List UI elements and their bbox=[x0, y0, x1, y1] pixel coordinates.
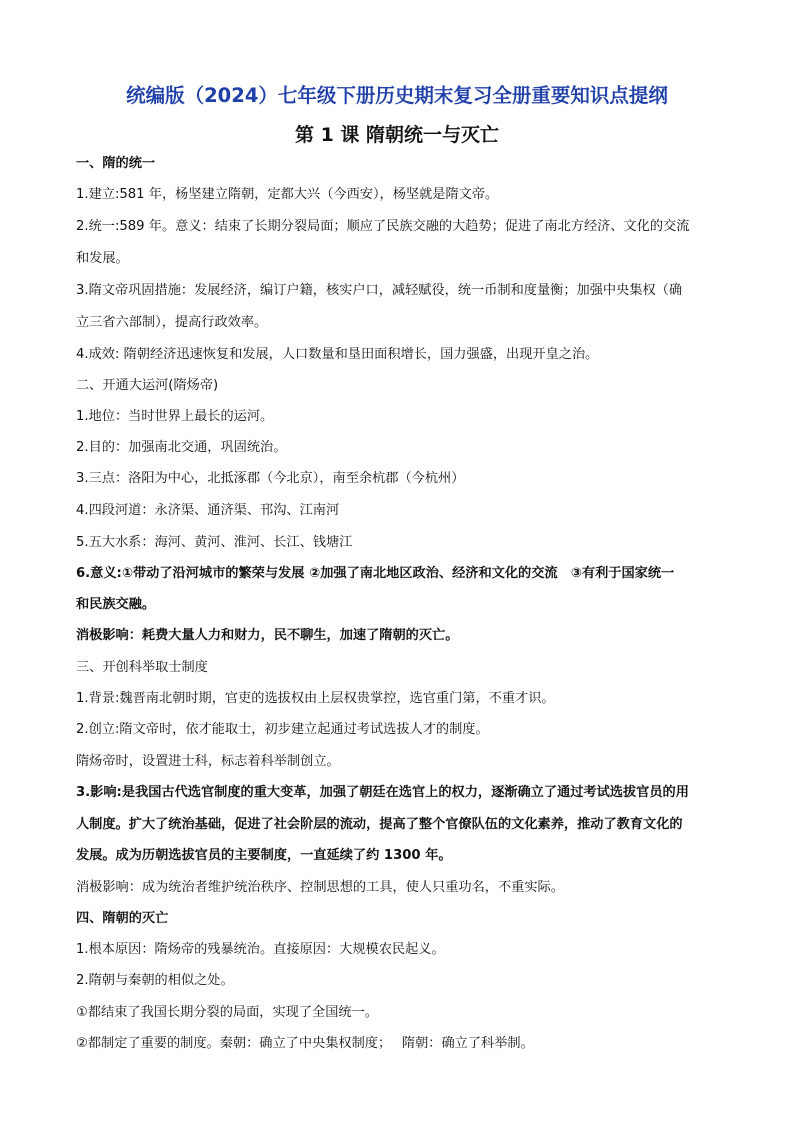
paragraph-line: 人制度。扩大了统治基础，促进了社会阶层的流动，提高了整个官僚队伍的文化素养，推动了教育文化的 bbox=[76, 817, 683, 832]
document-title: 统编版（2024）七年级下册历史期末复习全册重要知识点提纲 bbox=[126, 84, 668, 107]
paragraph-line: 消极影响：成为统治者维护统治秩序、控制思想的工具，使人只重功名，不重实际。 bbox=[76, 880, 564, 895]
paragraph-line: 和发展。 bbox=[76, 251, 129, 266]
paragraph-line: 4.四段河道：永济渠、通济渠、邗沟、江南河 bbox=[76, 503, 340, 518]
paragraph-line: 2.统一:589 年。意义：结束了长期分裂局面；顺应了民族交融的大趋势；促进了南北方经济、文化的交流 bbox=[76, 219, 690, 234]
paragraph-line: 消极影响：耗费大量人力和财力，民不聊生，加速了隋朝的灭亡。 bbox=[76, 628, 459, 643]
section-heading-2: 二、开通大运河(隋炀帝) bbox=[76, 378, 219, 393]
paragraph-line: 5.五大水系：海河、黄河、淮河、长江、钱塘江 bbox=[76, 535, 353, 550]
paragraph-line: 和民族交融。 bbox=[76, 597, 156, 612]
paragraph-line: 2.隋朝与秦朝的相似之处。 bbox=[76, 973, 234, 988]
paragraph-line: 1.地位：当时世界上最长的运河。 bbox=[76, 409, 274, 424]
paragraph-line: 1.背景:魏晋南北朝时期，官吏的选拔权由上层权贵掌控，选官重门第，不重才识。 bbox=[76, 691, 555, 706]
paragraph-line: 发展。成为历朝选拔官员的主要制度，一直延续了约 1300 年。 bbox=[76, 848, 452, 863]
paragraph-line: 3.隋文帝巩固措施：发展经济，编订户籍，核实户口，减轻赋役，统一币制和度量衡；加强中央集权（确 bbox=[76, 283, 683, 298]
paragraph-line: 1.根本原因：隋炀帝的残暴统治。直接原因：大规模农民起义。 bbox=[76, 942, 445, 957]
section-heading-3: 三、开创科举取士制度 bbox=[76, 660, 208, 675]
paragraph-line: ②都制定了重要的制度。秦朝：确立了中央集权制度； 隋朝：确立了科举制。 bbox=[76, 1036, 534, 1051]
paragraph-line: 3.三点：洛阳为中心，北抵涿郡（今北京），南至余杭郡（今杭州） bbox=[76, 471, 465, 486]
paragraph-line: 隋炀帝时，设置进士科，标志着科举制创立。 bbox=[76, 754, 340, 769]
paragraph-line: 2.创立:隋文帝时，依才能取士，初步建立起通过考试选拔人才的制度。 bbox=[76, 722, 489, 737]
paragraph-line: 3.影响:是我国古代选官制度的重大变革，加强了朝廷在选官上的权力，逐渐确立了通过考试选拔官员的用 bbox=[76, 785, 689, 800]
lesson-title: 第 1 课 隋朝统一与灭亡 bbox=[294, 124, 500, 146]
section-heading-1: 一、隋的统一 bbox=[76, 156, 156, 171]
section-heading-4: 四、隋朝的灭亡 bbox=[76, 911, 169, 926]
paragraph-line: 1.建立:581 年，杨坚建立隋朝，定都大兴（今西安），杨坚就是隋文帝。 bbox=[76, 187, 499, 202]
paragraph-line: ①都结束了我国长期分裂的局面，实现了全国统一。 bbox=[76, 1005, 378, 1020]
paragraph-line: 2.目的：加强南北交通，巩固统治。 bbox=[76, 440, 287, 455]
paragraph-line: 6.意义:①带动了沿河城市的繁荣与发展 ②加强了南北地区政治、经济和文化的交流 ③有利于国家统一 bbox=[76, 566, 675, 581]
paragraph-line: 4.成效: 隋朝经济迅速恢复和发展，人口数量和垦田面积增长，国力强盛，出现开皇之治。 bbox=[76, 347, 599, 362]
paragraph-line: 立三省六部制），提高行政效率。 bbox=[76, 315, 268, 330]
